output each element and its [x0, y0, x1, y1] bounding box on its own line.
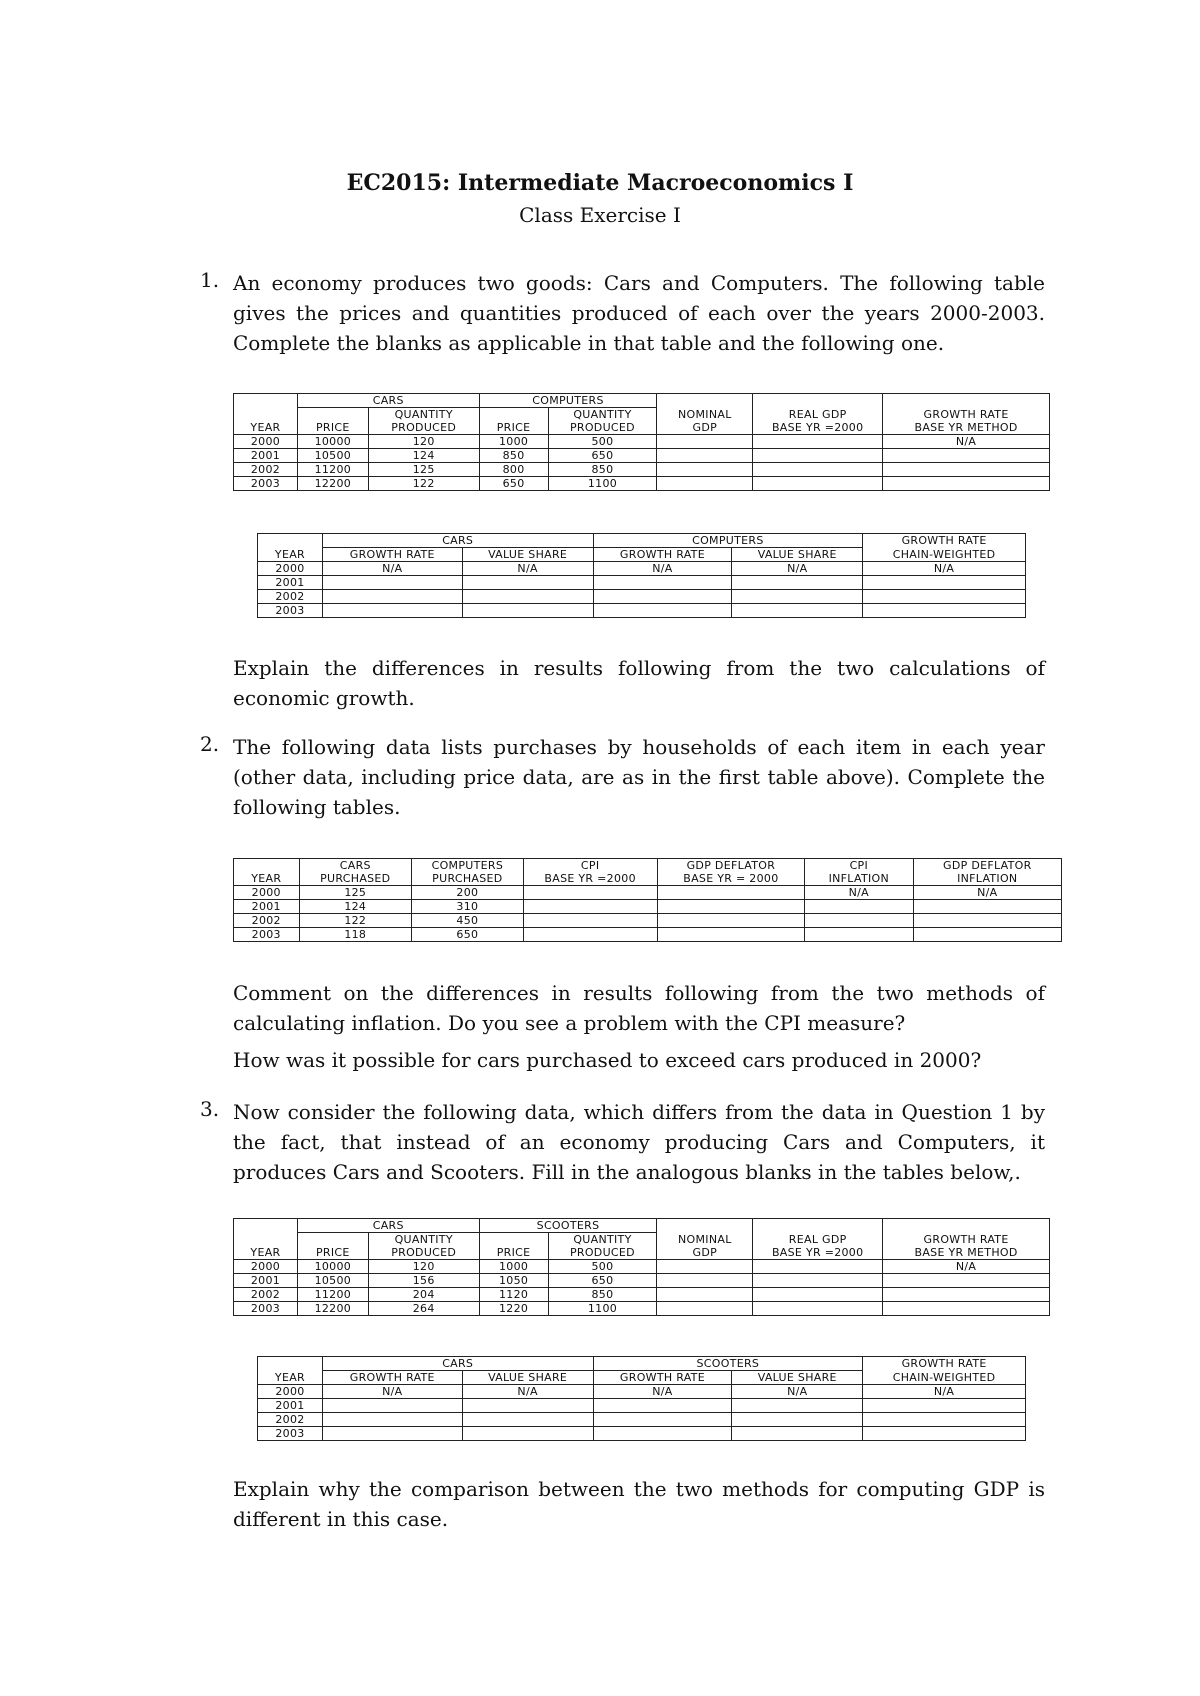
blank-cell — [805, 914, 913, 928]
cell: N/A — [732, 1385, 863, 1399]
cell: 2003 — [234, 477, 298, 491]
cell: N/A — [462, 562, 593, 576]
blank-cell — [322, 1399, 462, 1413]
header-nominal: NOMINAL — [657, 408, 753, 422]
blank-cell — [657, 886, 804, 900]
cell: 2002 — [258, 590, 323, 604]
cell: 122 — [299, 914, 412, 928]
cell: 10500 — [297, 449, 368, 463]
table-row — [258, 604, 1026, 618]
cell: 2000 — [258, 562, 323, 576]
blank-cell — [462, 1427, 593, 1441]
blank-cell — [732, 576, 863, 590]
cell: N/A — [863, 1385, 1026, 1399]
cell: 500 — [548, 1260, 657, 1274]
blank-cell — [883, 477, 1050, 491]
cell: 850 — [479, 449, 548, 463]
blank-cell — [753, 449, 883, 463]
page-subtitle: Class Exercise I — [519, 203, 681, 227]
cell: 12200 — [297, 1302, 368, 1316]
header-year: YEAR — [234, 872, 300, 886]
header-growth-rate: GROWTH RATE — [883, 408, 1050, 422]
question-1-number: 1. — [200, 268, 220, 292]
cell: 2001 — [234, 900, 300, 914]
q3-chain-weighted-table — [257, 1356, 1026, 1441]
blank-cell — [732, 1399, 863, 1413]
cell: 500 — [548, 435, 657, 449]
header-growth-rate: GROWTH RATE — [863, 534, 1026, 548]
blank-cell — [593, 604, 732, 618]
cell: 2001 — [234, 1274, 298, 1288]
cell: 650 — [412, 928, 524, 942]
header-inflation: INFLATION — [913, 872, 1061, 886]
table-row — [258, 1385, 1026, 1399]
blank-cell — [523, 886, 657, 900]
cell: 125 — [299, 886, 412, 900]
page-title: EC2015: Intermediate Macroeconomics I — [346, 170, 854, 196]
cell: 1100 — [548, 1302, 657, 1316]
header-scooters: SCOOTERS — [593, 1357, 863, 1371]
blank-cell — [322, 1427, 462, 1441]
blank-cell — [657, 914, 804, 928]
cell: 2001 — [234, 449, 298, 463]
cell: N/A — [732, 562, 863, 576]
question-1-explain: Explain the differences in results following from the two calculations of economic growth. — [233, 656, 1045, 710]
blank-cell — [462, 1399, 593, 1413]
blank-cell — [753, 1288, 883, 1302]
table-row — [234, 1302, 1050, 1316]
cell: 1050 — [479, 1274, 548, 1288]
header-cars: CARS — [322, 534, 593, 548]
cell: 2000 — [234, 886, 300, 900]
table-row — [258, 1413, 1026, 1427]
cell: 2003 — [234, 928, 300, 942]
table-row — [234, 928, 1062, 942]
cell: 2001 — [258, 1399, 323, 1413]
table-row — [258, 562, 1026, 576]
header-base-year: BASE YR = 2000 — [657, 872, 804, 886]
header-purchased: PURCHASED — [412, 872, 524, 886]
table-row — [234, 914, 1062, 928]
blank-cell — [523, 914, 657, 928]
table-row — [234, 463, 1050, 477]
q2-inflation-table — [233, 858, 1062, 942]
cell: 850 — [548, 1288, 657, 1302]
cell: 2002 — [258, 1413, 323, 1427]
header-computers: COMPUTERS — [479, 394, 657, 408]
header-method: BASE YR METHOD — [883, 1246, 1050, 1260]
header-gdp: GDP — [657, 1246, 753, 1260]
cell: 156 — [368, 1274, 479, 1288]
cell: 650 — [479, 477, 548, 491]
cell: 310 — [412, 900, 524, 914]
blank-cell — [322, 576, 462, 590]
table-row — [234, 900, 1062, 914]
header-growth-rate: GROWTH RATE — [322, 548, 462, 562]
cell: 450 — [412, 914, 524, 928]
header-purchased: PURCHASED — [299, 872, 412, 886]
cell: 200 — [412, 886, 524, 900]
cell: 1000 — [479, 435, 548, 449]
blank-cell — [732, 1413, 863, 1427]
header-produced: PRODUCED — [548, 1246, 657, 1260]
q1-production-table — [233, 393, 1050, 491]
blank-cell — [753, 477, 883, 491]
q1-chain-weighted-table — [257, 533, 1026, 618]
header-real-gdp: REAL GDP — [753, 1233, 883, 1247]
blank-cell — [593, 576, 732, 590]
cell: N/A — [883, 1260, 1050, 1274]
header-computers: COMPUTERS — [593, 534, 863, 548]
table-row — [234, 886, 1062, 900]
header-price: PRICE — [297, 1246, 368, 1260]
blank-cell — [863, 590, 1026, 604]
cell: 2003 — [234, 1302, 298, 1316]
header-base-year: BASE YR =2000 — [523, 872, 657, 886]
header-real-gdp: REAL GDP — [753, 408, 883, 422]
header-produced: PRODUCED — [548, 421, 657, 435]
cell: N/A — [593, 562, 732, 576]
cell: 1000 — [479, 1260, 548, 1274]
table-row — [258, 590, 1026, 604]
blank-cell — [863, 1413, 1026, 1427]
header-cars: CARS — [322, 1357, 593, 1371]
blank-cell — [753, 1274, 883, 1288]
blank-cell — [657, 1274, 753, 1288]
header-growth-rate: GROWTH RATE — [883, 1233, 1050, 1247]
question-3-explain: Explain why the comparison between the two methods for computing GDP is different in this case. — [233, 1477, 1045, 1531]
blank-cell — [462, 576, 593, 590]
cell: 10000 — [297, 1260, 368, 1274]
cell: N/A — [863, 562, 1026, 576]
header-method: BASE YR METHOD — [883, 421, 1050, 435]
cell: 800 — [479, 463, 548, 477]
cell: 118 — [299, 928, 412, 942]
cell: 1220 — [479, 1302, 548, 1316]
cell: 120 — [368, 1260, 479, 1274]
question-2-number: 2. — [200, 732, 220, 756]
blank-cell — [913, 900, 1061, 914]
blank-cell — [753, 463, 883, 477]
blank-cell — [523, 928, 657, 942]
blank-cell — [593, 1427, 732, 1441]
blank-cell — [805, 928, 913, 942]
cell: N/A — [322, 1385, 462, 1399]
blank-cell — [883, 1302, 1050, 1316]
blank-cell — [732, 1427, 863, 1441]
header-chain-weighted: CHAIN-WEIGHTED — [863, 1371, 1026, 1385]
cell: 2003 — [258, 1427, 323, 1441]
cell: 122 — [368, 477, 479, 491]
question-3-text: Now consider the following data, which differs from the data in Question 1 by the fact, that instead of an economy producing Cars and Computers, it produces Cars and Scooters. Fill in the analogous blanks in the tables below,. — [233, 1100, 1045, 1184]
blank-cell — [913, 914, 1061, 928]
blank-cell — [883, 1288, 1050, 1302]
header-quantity: QUANTITY — [368, 1233, 479, 1247]
header-year: YEAR — [234, 421, 298, 435]
header-price: PRICE — [479, 1246, 548, 1260]
blank-cell — [883, 1274, 1050, 1288]
question-2-followup: How was it possible for cars purchased to exceed cars produced in 2000? — [233, 1048, 982, 1072]
header-cpi: CPI — [523, 859, 657, 873]
cell: 120 — [368, 435, 479, 449]
header-value-share: VALUE SHARE — [732, 548, 863, 562]
table-row — [234, 1274, 1050, 1288]
blank-cell — [732, 604, 863, 618]
blank-cell — [462, 1413, 593, 1427]
header-cars: CARS — [297, 1219, 479, 1233]
table-row — [234, 477, 1050, 491]
header-growth-rate: GROWTH RATE — [593, 548, 732, 562]
cell: 264 — [368, 1302, 479, 1316]
cell: 10000 — [297, 435, 368, 449]
header-gdp-deflator: GDP DEFLATOR — [913, 859, 1061, 873]
table-row — [234, 435, 1050, 449]
blank-cell — [805, 900, 913, 914]
blank-cell — [657, 1288, 753, 1302]
cell: 12200 — [297, 477, 368, 491]
blank-cell — [863, 576, 1026, 590]
header-gdp: GDP — [657, 421, 753, 435]
blank-cell — [883, 449, 1050, 463]
blank-cell — [753, 435, 883, 449]
header-growth-rate: GROWTH RATE — [863, 1357, 1026, 1371]
header-price: PRICE — [297, 421, 368, 435]
blank-cell — [913, 928, 1061, 942]
cell: N/A — [805, 886, 913, 900]
header-cars: CARS — [297, 394, 479, 408]
cell: 11200 — [297, 1288, 368, 1302]
header-quantity: QUANTITY — [548, 408, 657, 422]
blank-cell — [863, 604, 1026, 618]
header-cars: CARS — [299, 859, 412, 873]
blank-cell — [462, 590, 593, 604]
blank-cell — [657, 928, 804, 942]
cell: N/A — [322, 562, 462, 576]
header-base-year: BASE YR =2000 — [753, 421, 883, 435]
header-chain-weighted: CHAIN-WEIGHTED — [863, 548, 1026, 562]
header-price: PRICE — [479, 421, 548, 435]
question-2-text: The following data lists purchases by households of each item in each year (other data, including price data, are as in the first table above). Complete the following tables. — [233, 735, 1045, 819]
header-produced: PRODUCED — [368, 1246, 479, 1260]
header-scooters: SCOOTERS — [479, 1219, 657, 1233]
cell: 124 — [299, 900, 412, 914]
header-quantity: QUANTITY — [368, 408, 479, 422]
blank-cell — [863, 1399, 1026, 1413]
header-value-share: VALUE SHARE — [462, 548, 593, 562]
header-base-year: BASE YR =2000 — [753, 1246, 883, 1260]
blank-cell — [657, 477, 753, 491]
blank-cell — [593, 590, 732, 604]
header-value-share: VALUE SHARE — [462, 1371, 593, 1385]
header-computers: COMPUTERS — [412, 859, 524, 873]
table-row — [234, 1288, 1050, 1302]
header-growth-rate: GROWTH RATE — [593, 1371, 732, 1385]
blank-cell — [593, 1413, 732, 1427]
header-year: YEAR — [234, 1246, 298, 1260]
blank-cell — [753, 1260, 883, 1274]
cell: 1100 — [548, 477, 657, 491]
cell: 2000 — [234, 435, 298, 449]
header-nominal: NOMINAL — [657, 1233, 753, 1247]
cell: 2002 — [234, 1288, 298, 1302]
cell: 204 — [368, 1288, 479, 1302]
cell: 124 — [368, 449, 479, 463]
blank-cell — [657, 1260, 753, 1274]
blank-cell — [863, 1427, 1026, 1441]
cell: N/A — [462, 1385, 593, 1399]
cell: N/A — [913, 886, 1061, 900]
cell: 2002 — [234, 463, 298, 477]
header-quantity: QUANTITY — [548, 1233, 657, 1247]
cell: 650 — [548, 449, 657, 463]
blank-cell — [753, 1302, 883, 1316]
blank-cell — [322, 590, 462, 604]
blank-cell — [523, 900, 657, 914]
cell: N/A — [593, 1385, 732, 1399]
cell: 2001 — [258, 576, 323, 590]
cell: 2002 — [234, 914, 300, 928]
blank-cell — [322, 1413, 462, 1427]
question-1-text: An economy produces two goods: Cars and Computers. The following table gives the prices and quantities produced of each over the years 2000-2003. Complete the blanks as applicable in that table and the following one. — [233, 271, 1045, 355]
header-year: YEAR — [258, 1371, 323, 1385]
header-year: YEAR — [258, 548, 323, 562]
blank-cell — [732, 590, 863, 604]
table-row — [258, 1399, 1026, 1413]
cell: 2000 — [234, 1260, 298, 1274]
cell: 2003 — [258, 604, 323, 618]
cell: 850 — [548, 463, 657, 477]
header-value-share: VALUE SHARE — [732, 1371, 863, 1385]
question-2-comment: Comment on the differences in results following from the two methods of calculating inflation. Do you see a problem with the CPI measure? — [233, 981, 1045, 1035]
header-produced: PRODUCED — [368, 421, 479, 435]
header-cpi: CPI — [805, 859, 913, 873]
table-row — [258, 576, 1026, 590]
cell: N/A — [883, 435, 1050, 449]
table-row — [234, 449, 1050, 463]
cell: 10500 — [297, 1274, 368, 1288]
cell: 1120 — [479, 1288, 548, 1302]
blank-cell — [593, 1399, 732, 1413]
blank-cell — [657, 900, 804, 914]
header-growth-rate: GROWTH RATE — [322, 1371, 462, 1385]
blank-cell — [657, 463, 753, 477]
table-row — [234, 1260, 1050, 1274]
header-gdp-deflator: GDP DEFLATOR — [657, 859, 804, 873]
blank-cell — [657, 435, 753, 449]
blank-cell — [657, 1302, 753, 1316]
blank-cell — [657, 449, 753, 463]
cell: 125 — [368, 463, 479, 477]
table-row — [258, 1427, 1026, 1441]
cell: 11200 — [297, 463, 368, 477]
header-inflation: INFLATION — [805, 872, 913, 886]
cell: 650 — [548, 1274, 657, 1288]
question-3-number: 3. — [200, 1097, 220, 1121]
blank-cell — [322, 604, 462, 618]
blank-cell — [883, 463, 1050, 477]
blank-cell — [462, 604, 593, 618]
cell: 2000 — [258, 1385, 323, 1399]
q3-production-table — [233, 1218, 1050, 1316]
